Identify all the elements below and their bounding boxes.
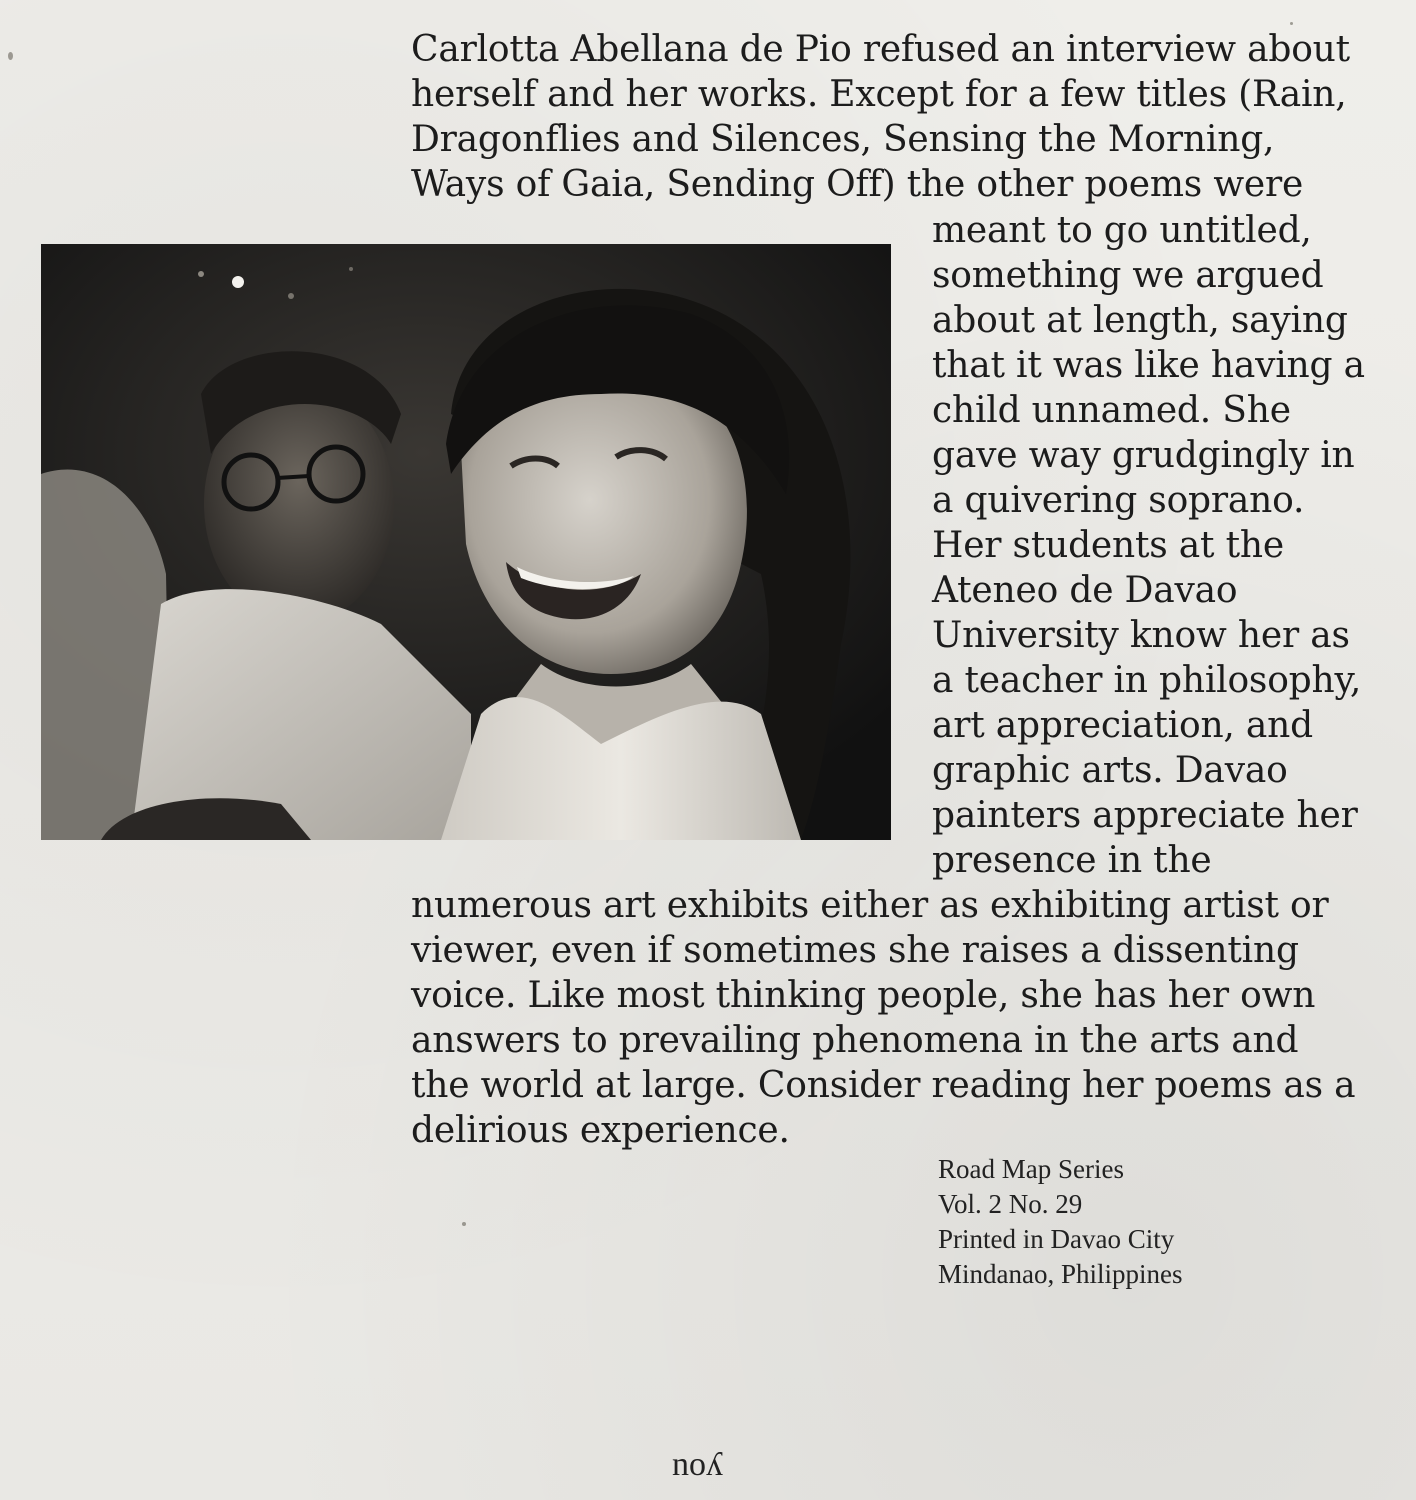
body-line: Ateneo de Davao — [932, 570, 1238, 611]
colophon — [938, 1152, 1183, 1292]
body-line: meant to go untitled, — [932, 210, 1312, 251]
body-line: University know her as — [932, 615, 1350, 656]
body-line: numerous art exhibits either as exhibiting artist or — [411, 885, 1329, 926]
colophon-printed: Printed in Davao City — [938, 1224, 1175, 1254]
body-line: Dragonflies and Silences, Sensing the Morning, — [411, 119, 1275, 160]
body-line: herself and her works. Except for a few titles (Rain, — [411, 74, 1347, 115]
paper-speck — [462, 1222, 466, 1226]
author-photo — [41, 244, 891, 840]
body-line: answers to prevailing phenomena in the arts and — [411, 1020, 1299, 1061]
body-line: Carlotta Abellana de Pio refused an interview about — [411, 29, 1350, 70]
body-line: gave way grudgingly in — [932, 435, 1355, 476]
body-line: Her students at the — [932, 525, 1284, 566]
body-line: presence in the — [932, 840, 1212, 881]
body-line: art appreciation, and — [932, 705, 1314, 746]
body-line: voice. Like most thinking people, she has her own — [411, 975, 1316, 1016]
folio: noʎ — [672, 1446, 723, 1483]
body-line: delirious experience. — [411, 1110, 790, 1151]
body-line: painters appreciate her — [932, 795, 1358, 836]
light-spot — [232, 276, 244, 288]
body-line: a quivering soprano. — [932, 480, 1305, 521]
body-line: Ways of Gaia, Sending Off) the other poems were — [411, 164, 1304, 205]
colophon-region: Mindanao, Philippines — [938, 1259, 1183, 1289]
body-line: a teacher in philosophy, — [932, 660, 1362, 701]
paper-speck — [1290, 22, 1293, 25]
body-line: something we argued — [932, 255, 1324, 296]
body-line: that it was like having a — [932, 345, 1365, 386]
body-line: the world at large. Consider reading her poems as a — [411, 1065, 1356, 1106]
paper-speck — [8, 52, 13, 60]
colophon-series: Road Map Series — [938, 1154, 1124, 1184]
body-line: about at length, saying — [932, 300, 1348, 341]
body-line: viewer, even if sometimes she raises a dissenting — [411, 930, 1299, 971]
body-line: graphic arts. Davao — [932, 750, 1288, 791]
body-line: child unnamed. She — [932, 390, 1291, 431]
colophon-volume: Vol. 2 No. 29 — [938, 1189, 1083, 1219]
